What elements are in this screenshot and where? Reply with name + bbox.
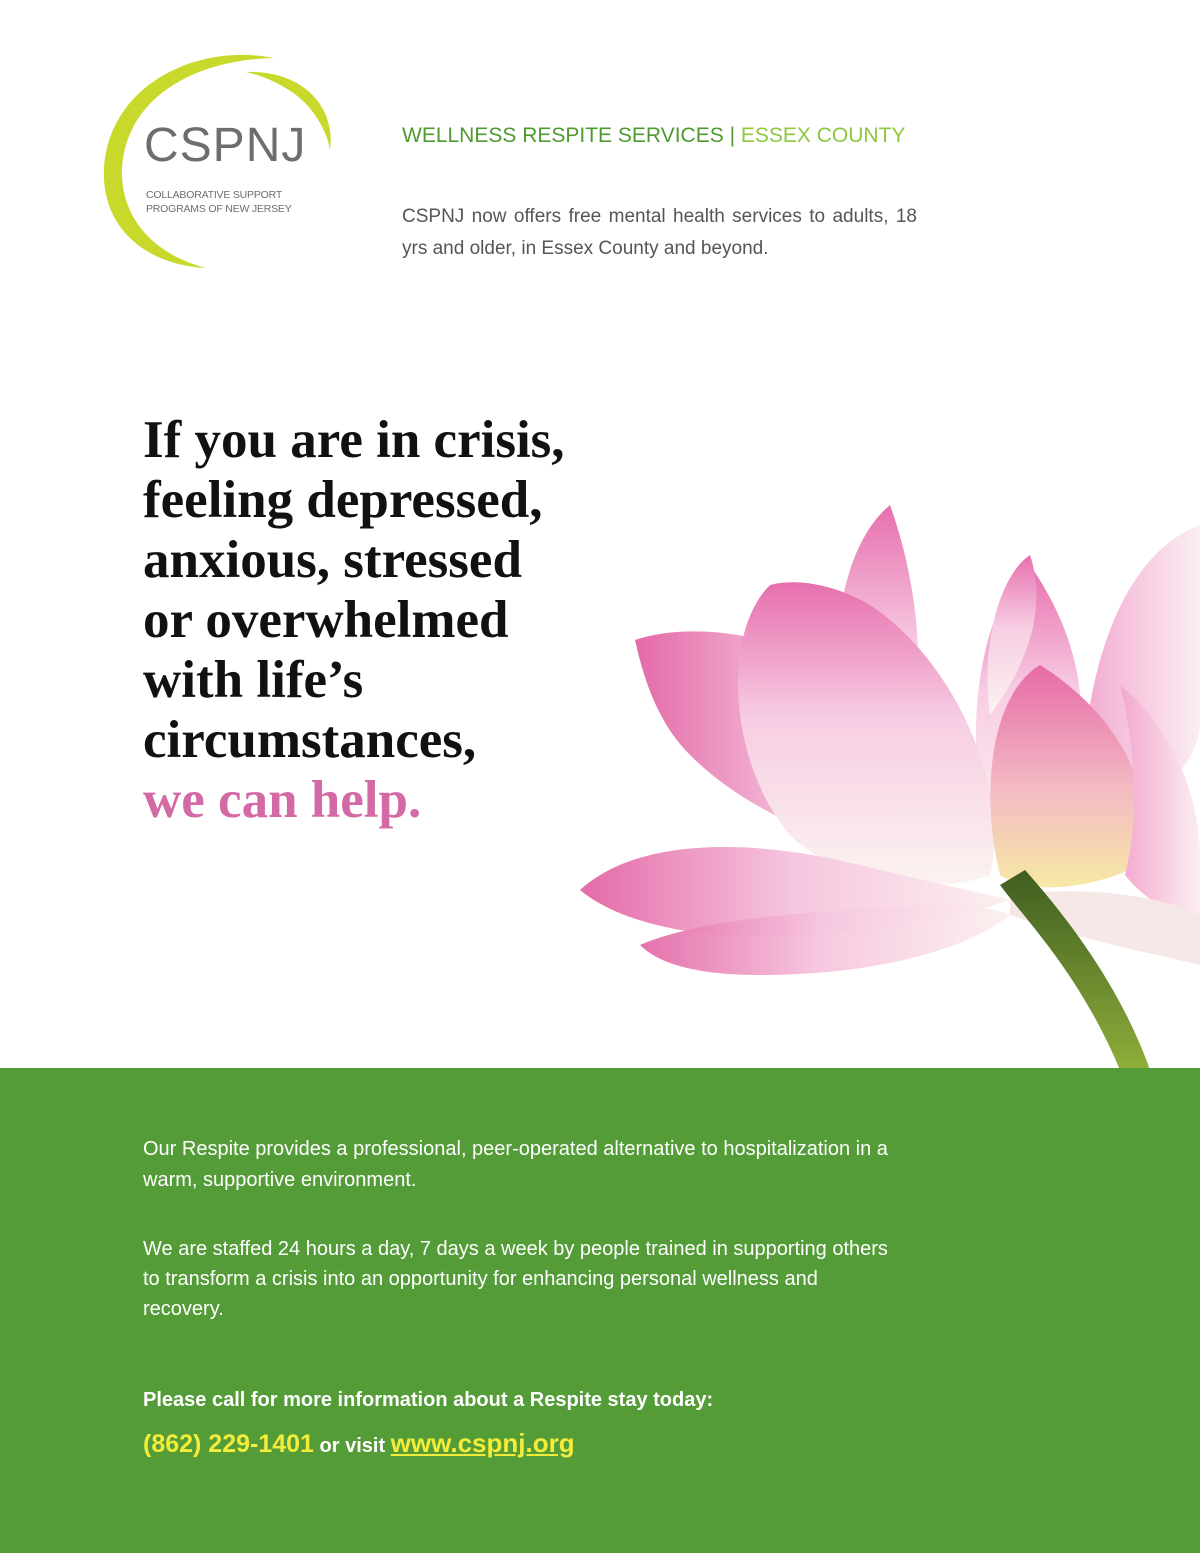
headline-line-4: or overwhelmed: [143, 591, 509, 649]
logo-subtitle-line2: PROGRAMS OF NEW JERSEY: [146, 203, 292, 215]
header-title-county: ESSEX COUNTY: [740, 124, 906, 147]
contact-line: [143, 1428, 575, 1459]
logo-subtitle: [146, 188, 292, 216]
headline-line-2: feeling depressed,: [143, 471, 543, 529]
logo-subtitle-line1: COLLABORATIVE SUPPORT: [146, 189, 283, 201]
headline-line-1: If you are in crisis,: [143, 411, 565, 469]
cspnj-logo: [96, 50, 346, 275]
headline-line-3: anxious, stressed: [143, 531, 522, 589]
call-to-action: Please call for more information about a Respite stay today:: [143, 1389, 714, 1411]
or-visit-text: or visit: [319, 1435, 386, 1457]
phone-number-link[interactable]: (862) 229-1401: [143, 1430, 314, 1458]
headline-line-6: circumstances,: [143, 711, 477, 769]
intro-text: CSPNJ now offers free mental health services to adults, 18 yrs and older, in Essex County and beyond.: [402, 206, 917, 259]
header-title-separator: |: [729, 124, 736, 147]
website-link[interactable]: www.cspnj.org: [390, 1428, 575, 1458]
headline-we-can-help: we can help.: [143, 771, 422, 829]
respite-description: Our Respite provides a professional, peer-operated alternative to hospitalization in a warm, supportive environment.: [143, 1138, 888, 1191]
headline: [143, 410, 613, 830]
header-title: [402, 124, 905, 148]
staffing-description: We are staffed 24 hours a day, 7 days a week by people trained in supporting others to transform a crisis into an opportunity for enhancing personal wellness and recovery.: [143, 1238, 888, 1320]
logo-wordmark: CSPNJ: [144, 119, 307, 172]
lotus-flower-image: [560, 495, 1200, 1070]
headline-line-5: with life’s: [143, 651, 364, 709]
header-title-main: WELLNESS RESPITE SERVICES: [402, 124, 724, 147]
